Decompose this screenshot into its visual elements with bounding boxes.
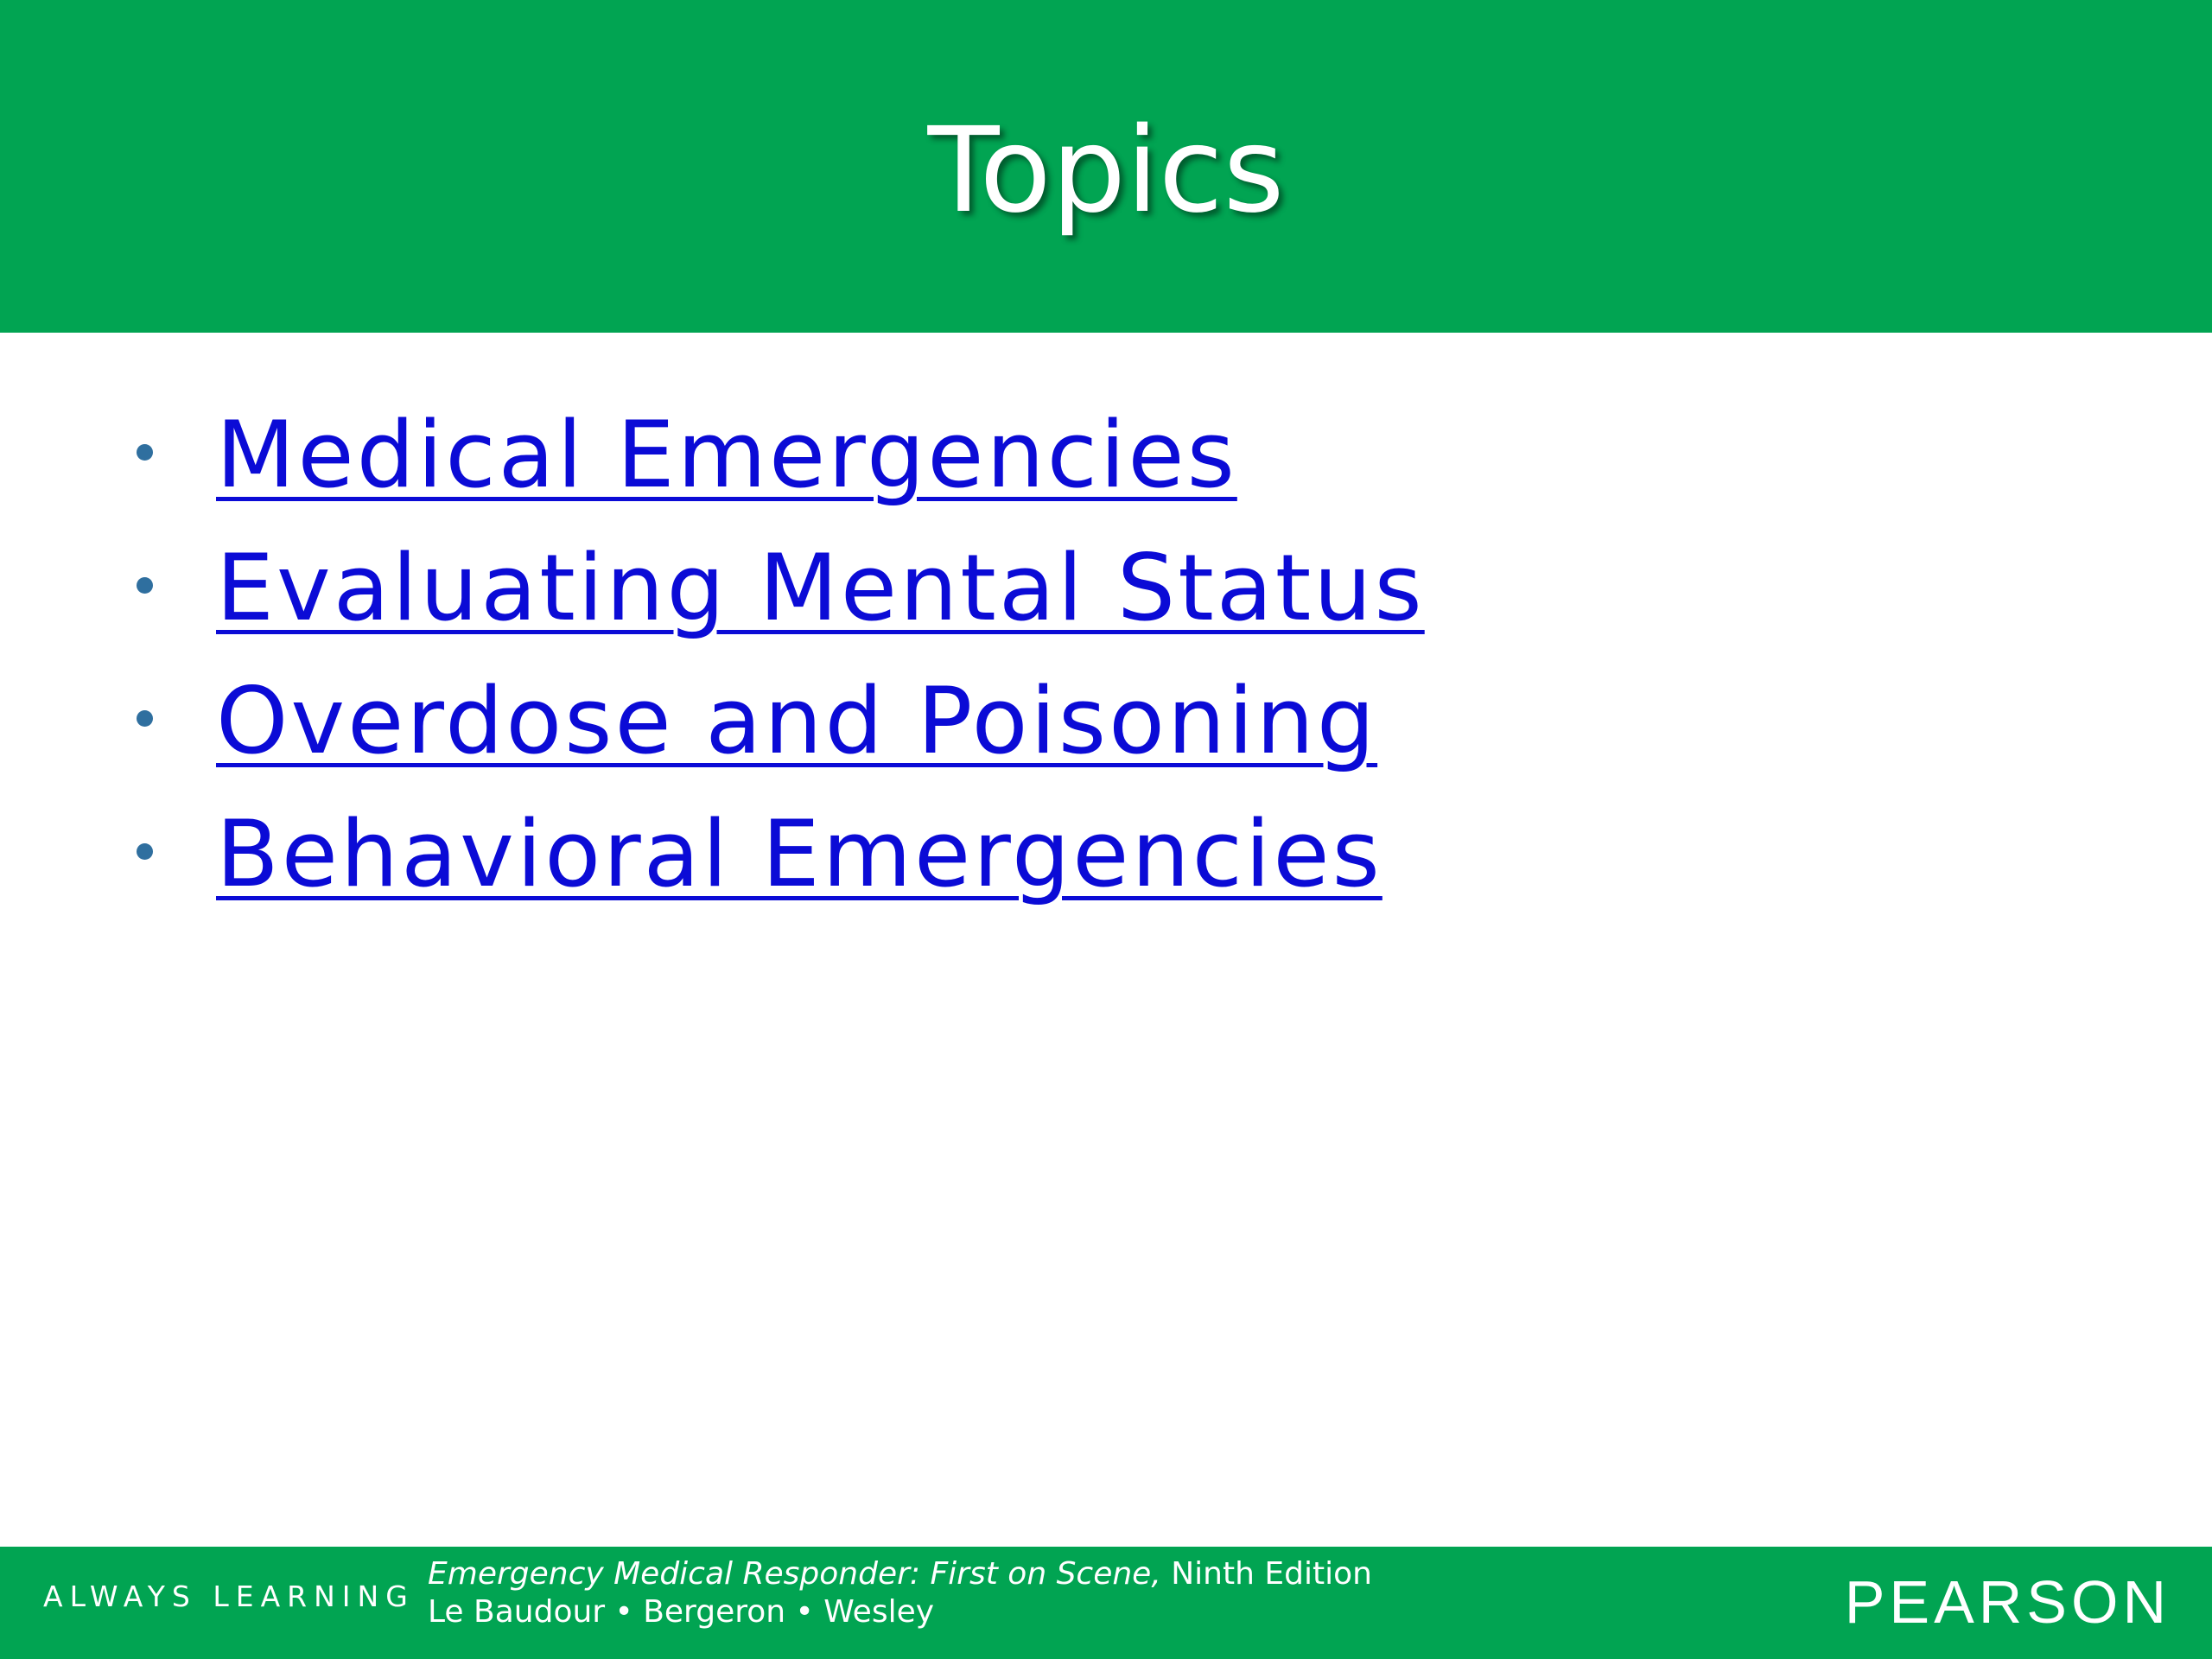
slide-title: Topics (927, 103, 1285, 239)
slide-footer (0, 1547, 2212, 1659)
footer-tagline: ALWAYS LEARNING (43, 1580, 415, 1613)
topic-item (0, 399, 1728, 532)
topic-link-overdose-and-poisoning[interactable]: Overdose and Poisoning (216, 668, 1378, 774)
book-authors: Le Baudour • Bergeron • Wesley (428, 1594, 935, 1630)
book-title: Emergency Medical Responder: First on Scene, (428, 1556, 1161, 1592)
topics-list (0, 399, 1728, 931)
slide-header (0, 0, 2212, 333)
bullet-icon (137, 444, 153, 461)
topic-item (0, 665, 1728, 798)
topic-link-medical-emergencies[interactable]: Medical Emergencies (216, 402, 1237, 508)
bullet-icon (137, 577, 153, 594)
bullet-icon (137, 843, 153, 860)
book-edition: Ninth Edition (1171, 1556, 1372, 1592)
footer-book-info (428, 1555, 1372, 1631)
topic-item (0, 798, 1728, 931)
publisher-logo: PEARSON (1844, 1568, 2171, 1636)
topic-link-behavioral-emergencies[interactable]: Behavioral Emergencies (216, 801, 1382, 907)
topic-item (0, 532, 1728, 665)
topic-link-evaluating-mental-status[interactable]: Evaluating Mental Status (216, 535, 1425, 641)
bullet-icon (137, 710, 153, 727)
